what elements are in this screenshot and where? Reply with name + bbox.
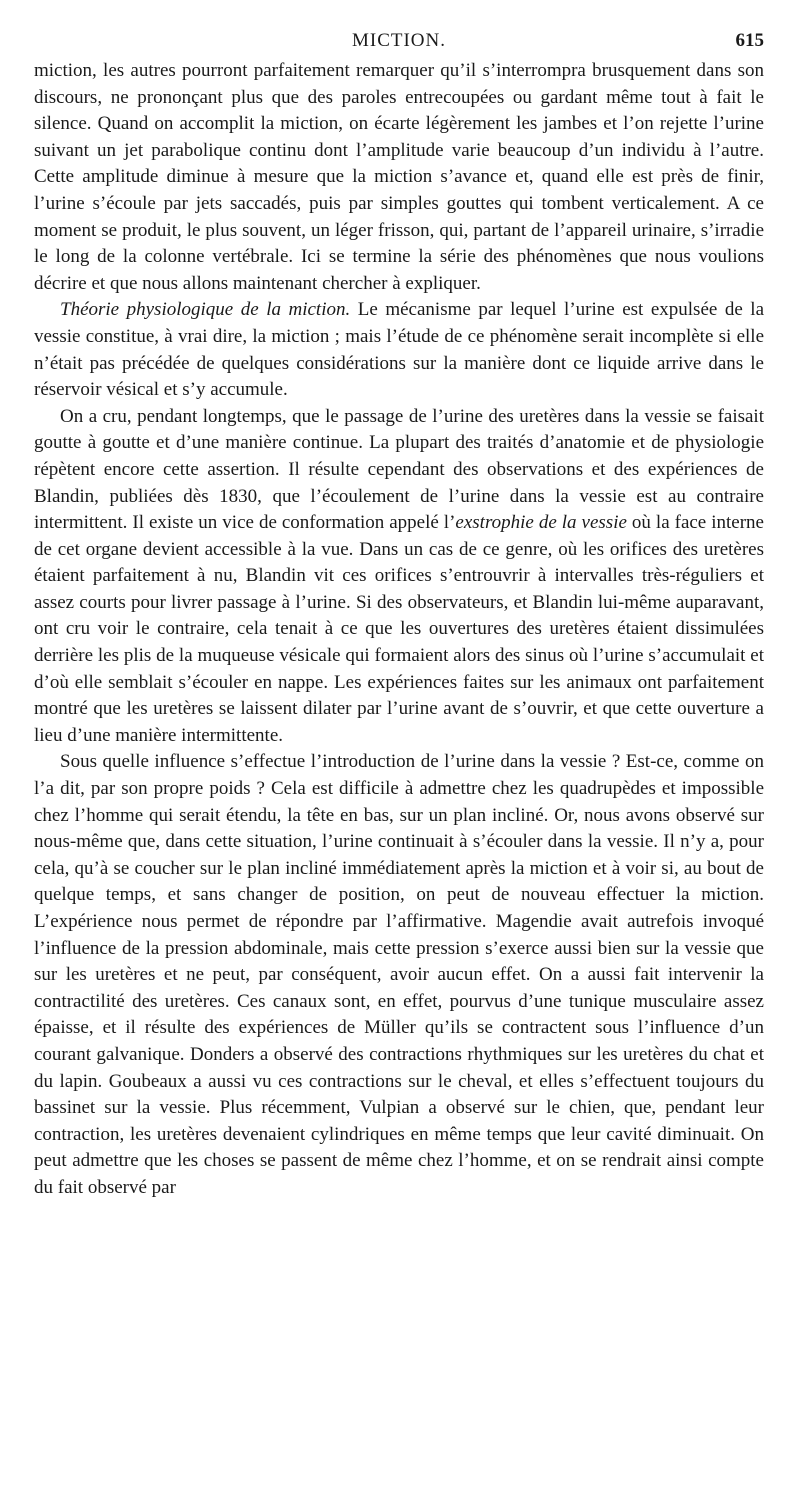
paragraph-continuation: miction, les autres pourront parfaitement remarquer qu’il s’interrompra brusquement dans son discours, ne prononçant plus que des paroles entrecoupées ou gardant même tout à fait le silence. Quand on accomplit la miction, on écarte légèrement les jambes et l’on rejette l’urine suivant un jet parabolique continu dont l’amplitude varie beaucoup d’un individu à l’autre. Cette amplitude diminue à mesure que la miction s’avance et, quand elle est près de finir, l’urine s’écoule par jets saccadés, puis par simples gouttes qui tombent verticalement. A ce moment se produit, le plus souvent, un léger frisson, qui, partant de l’appareil urinaire, s’irradie le long de la colonne vertébrale. Ici se termine la série des phénomènes que nous voulions décrire et que nous allons maintenant chercher à expliquer. [34, 60, 764, 294]
body-text [34, 58, 764, 1202]
paragraph-influence: Sous quelle influence s’effectue l’introduction de l’urine dans la vessie ? Est-ce, comme on l’a dit, par son propre poids ? Cela est difficile à admettre chez les quadrupèdes et impossible chez l’homme qui serait étendu, la tête en bas, sur un plan incliné. Or, nous avons observé sur nous-même que, dans cette situation, l’urine continuait à s’écouler dans la vessie. Il n’y a, pour cela, qu’à se coucher sur le plan incliné immédiatement après la miction et à voir si, au bout de quelque temps, et sans changer de position, on peut de nouveau effectuer la miction. L’expérience nous permet de répondre par l’affirmative. Magendie avait autrefois invoqué l’influence de la pression abdominale, mais cette pression s’exerce aussi bien sur la vessie que sur les uretères et ne peut, par conséquent, avoir aucun effet. On a aussi fait intervenir la contractilité des uretères. Ces canaux sont, en effet, pourvus d’une tunique musculaire assez épaisse, et il résulte des expériences de Müller qu’ils se contractent sous l’influence d’un courant galvanique. Donders a observé des contractions rhythmiques sur les uretères du chat et du lapin. Goubeaux a aussi vu ces contractions sur le cheval, et elles s’effectuent toujours du bassinet sur la vessie. Plus récemment, Vulpian a observé sur le chien, que, pendant leur contraction, les uretères devenaient cylindriques en même temps que leur cavité diminuait. On peut admettre que les choses se passent de même chez l’homme, et on se rendrait ainsi compte du fait observé par [34, 751, 764, 1198]
section-heading: Théorie physiologique de la miction. [60, 299, 351, 321]
paragraph-theory-text: Le mécanisme par lequel l’urine est expulsée de la vessie constitue, à vrai dire, la miction ; mais l’étude de ce phénomène serait incomplète si elle n’était pas précédée de quelques considérations sur la manière dont ce liquide arrive dans le réservoir vésical et s’y accumule. [34, 299, 764, 401]
page-number: 615 [735, 30, 764, 51]
paragraph-blandin [34, 404, 764, 750]
italic-term: exstrophie de la vessie [455, 512, 627, 534]
running-header [34, 26, 764, 58]
book-page [34, 26, 764, 1202]
running-head-title: MICTION. [351, 30, 447, 51]
paragraph-theory [34, 297, 764, 403]
paragraph-blandin-text-a: On a cru, pendant longtemps, que le passage de l’urine des uretères dans la vessie se faisait goutte à goutte et d’une manière continue. La plupart des traités d’anatomie et de physiologie répètent encore cette assertion. Il résulte cependant des observations et des expériences de Blandin, publiées dès 1830, que l’écoulement de l’urine dans la vessie est au contraire intermittent. Il existe un vice de conformation appelé l’ [34, 405, 764, 534]
paragraph-blandin-text-b: où la face interne de cet organe devient accessible à la vue. Dans un cas de ce genre, où les orifices des uretères étaient parfaitement à nu, Blandin vit ces orifices s’entrouvrir à intervalles très-réguliers et assez courts pour livrer passage à l’urine. Si des observateurs, et Blandin lui-même auparavant, ont cru voir le contraire, cela tenait à ce que les ouvertures des uretères étaient dissimulées derrière les plis de la muqueuse vésicale qui formaient alors des sinus où l’urine s’accumulait et d’où elle semblait s’écouler en nappe. Les expériences faites sur les animaux ont parfaitement montré que les uretères se laissent dilater par l’urine avant de s’ouvrir, et que cette ouverture a lieu d’une manière intermittente. [34, 512, 764, 746]
